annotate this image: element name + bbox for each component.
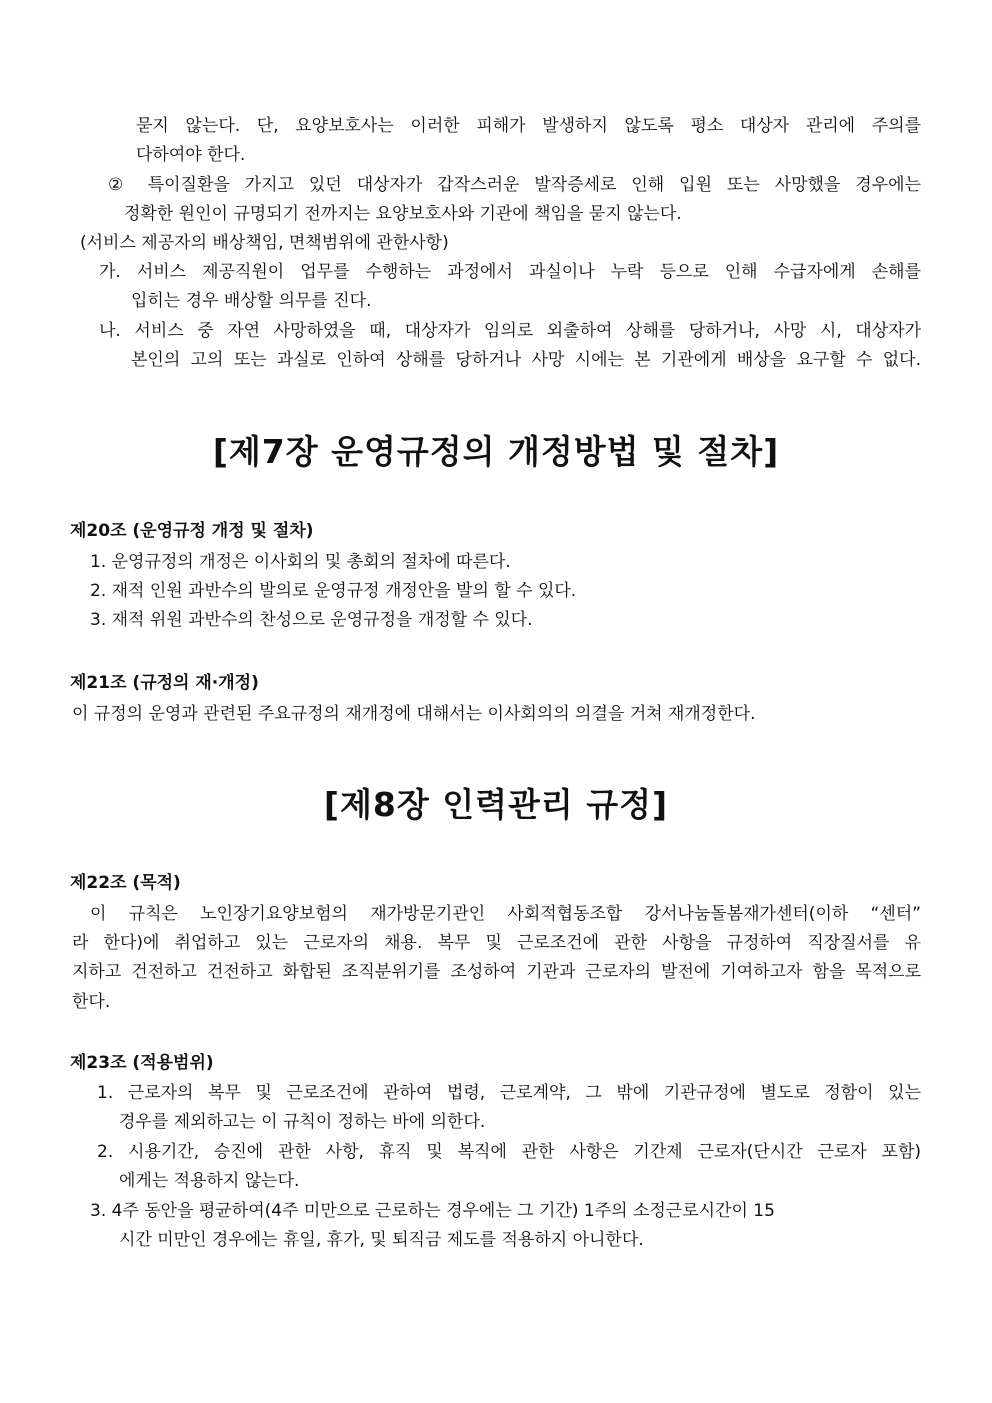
paragraph-line: 정확한 원인이 규명되기 전까지는 요양보호사와 기관에 책임을 묻지 않는다. bbox=[124, 204, 682, 224]
list-item: 3. 4주 동안을 평균하여(4주 미만으로 근로하는 경우에는 그 기간) 1주의 소정근로시간이 15 bbox=[90, 1201, 775, 1221]
list-item: 1. 근로자의 복무 및 근로조건에 관하여 법령, 근로계약, 그 밖에 기관규정에 별도로 정함이 있는 bbox=[97, 1083, 921, 1103]
paragraph-line: 지하고 건전하고 건전하고 화합된 조직분위기를 조성하여 기관과 근로자의 발전에 기여하고자 함을 목적으로 bbox=[72, 962, 921, 982]
paragraph-line: 이 규정의 운영과 관련된 주요규정의 재개정에 대해서는 이사회의의 의결을 거쳐 재개정한다. bbox=[72, 704, 756, 724]
article-title: 제21조 (규정의 재·개정) bbox=[70, 673, 259, 693]
list-item: 2. 시용기간, 승진에 관한 사항, 휴직 및 복직에 관한 사항은 기간제 근로자(단시간 근로자 포함) bbox=[97, 1142, 921, 1162]
list-item: 가. 서비스 제공직원이 업무를 수행하는 과정에서 과실이나 누락 등으로 인해 수급자에게 손해를 bbox=[99, 262, 921, 282]
paragraph-line: 한다. bbox=[72, 992, 111, 1012]
paragraph-line: 이 규칙은 노인장기요양보험의 재가방문기관인 사회적협동조합 강서나눔돌봄재가센터(이하 “센터” bbox=[90, 904, 921, 924]
chapter-heading: [제7장 운영규정의 개정방법 및 절차] bbox=[212, 432, 780, 471]
paragraph-line: ② 특이질환을 가지고 있던 대상자가 갑작스러운 발작증세로 인해 입원 또는 사망했을 경우에는 bbox=[108, 175, 921, 195]
list-item: 2. 재적 인원 과반수의 발의로 운영규정 개정안을 발의 할 수 있다. bbox=[90, 581, 577, 601]
paragraph-line: 다하여야 한다. bbox=[136, 145, 246, 165]
paragraph-line: 묻지 않는다. 단, 요양보호사는 이러한 피해가 발생하지 않도록 평소 대상자 관리에 주의를 bbox=[136, 116, 921, 136]
chapter-heading: [제8장 인력관리 규정] bbox=[323, 785, 669, 824]
list-item: 나. 서비스 중 자연 사망하였을 때, 대상자가 임의로 외출하여 상해를 당하거나, 사망 시, 대상자가 bbox=[99, 321, 921, 341]
article-title: 제23조 (적용범위) bbox=[70, 1053, 214, 1073]
article-title: 제20조 (운영규정 개정 및 절차) bbox=[70, 521, 314, 541]
paragraph-line: 시간 미만인 경우에는 휴일, 휴가, 및 퇴직금 제도를 적용하지 아니한다. bbox=[119, 1230, 644, 1250]
paragraph-line: 에게는 적용하지 않는다. bbox=[119, 1171, 300, 1191]
paragraph-line: 입히는 경우 배상할 의무를 진다. bbox=[131, 291, 372, 311]
paragraph-line: 라 한다)에 취업하고 있는 근로자의 채용. 복무 및 근로조건에 관한 사항을 규정하여 직장질서를 유 bbox=[72, 933, 921, 953]
paragraph-line: 본인의 고의 또는 과실로 인하여 상해를 당하거나 사망 시에는 본 기관에게 배상을 요구할 수 없다. bbox=[131, 350, 921, 370]
list-item: 3. 재적 위원 과반수의 찬성으로 운영규정을 개정할 수 있다. bbox=[90, 610, 533, 630]
article-title: 제22조 (목적) bbox=[70, 873, 181, 893]
section-note: (서비스 제공자의 배상책임, 면책범위에 관한사항) bbox=[80, 233, 449, 253]
list-item: 1. 운영규정의 개정은 이사회의 및 총회의 절차에 따른다. bbox=[90, 552, 511, 572]
paragraph-line: 경우를 제외하고는 이 규칙이 정하는 바에 의한다. bbox=[119, 1112, 486, 1132]
